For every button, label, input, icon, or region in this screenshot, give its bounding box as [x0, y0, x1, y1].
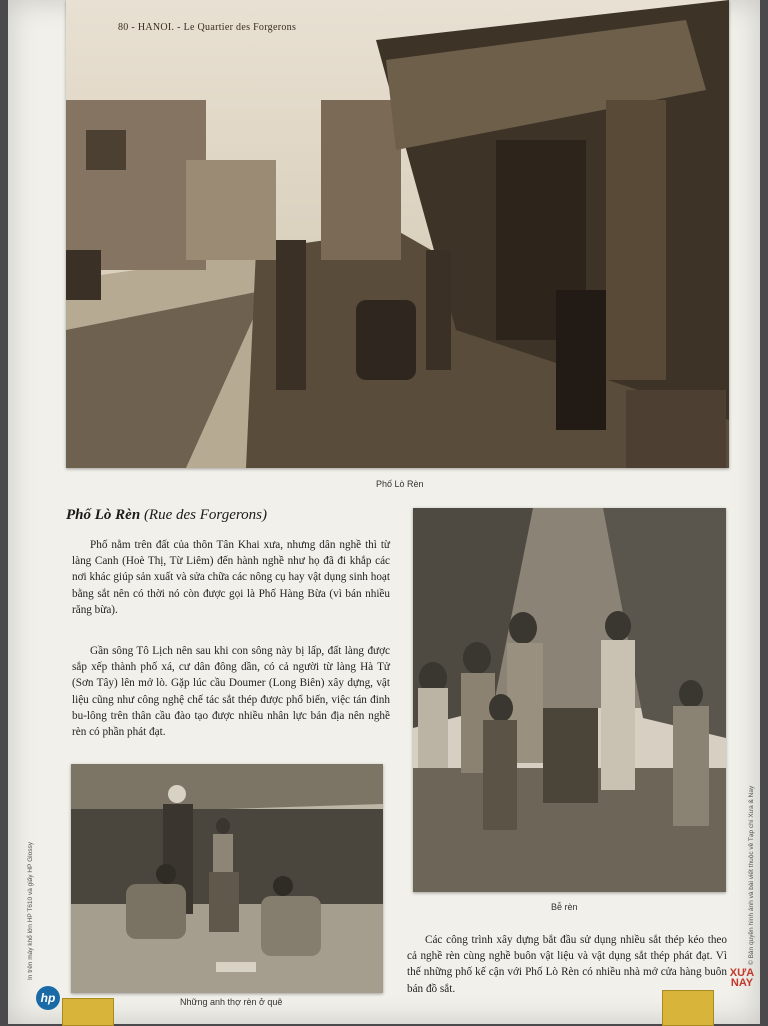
top-photo [66, 0, 729, 468]
street-scene-image [66, 0, 729, 468]
bottom-photo [71, 764, 383, 993]
article-paragraph-2: Gần sông Tô Lịch nên sau khi con sông này bị lấp, đất làng được sắp xếp thành phố xá, cư dân đông dần, có cả người từ làng Hà Tử (Sơn Tây) lên mở lò. Gặp lúc cầu Doumer (Long Biên) xây dựng, vật liệu cũng như công nghệ chế tác sắt thép được phổ biến, việc tán đinh bu-lông trên thân cầu đào tạo được nhiều nhân lực bản địa nên nghề rèn có phần phát đạt. [72, 645, 390, 739]
right-photo [413, 508, 726, 892]
bottom-clip-left [62, 998, 114, 1026]
xuanay-logo-bottom: NAY [730, 977, 754, 989]
xuanay-logo-top: XƯA [729, 967, 755, 979]
village-blacksmiths-image [71, 764, 383, 993]
bottom-photo-caption: Những anh thợ rèn ở quê [180, 997, 283, 1007]
right-photo-caption: Bễ rèn [551, 902, 578, 912]
article-paragraph-1: Phố nằm trên đất của thôn Tân Khai xưa, nhưng dân nghề thì từ làng Canh (Hoè Thị, Từ Liêm) đến hành nghề như họ đã đi khắp các nơi khác giúp sản xuất và sửa chữa các nông cụ hay vật dụng sinh hoạt bằng sắt nên có thời nó còn được gọi là Phố Hàng Bừa (vì bán nhiều răng bừa). [72, 539, 390, 616]
top-photo-caption: Phố Lò Rèn [376, 479, 424, 489]
article-title-main: Phố Lò Rèn [66, 507, 141, 523]
hp-logo: hp [36, 986, 60, 1010]
copyright-note: © Bản quyền hình ảnh và bài viết thuộc về Tạp chí Xưa & Nay [748, 785, 755, 965]
article-title [66, 507, 267, 524]
xuanay-logo [727, 968, 757, 1002]
article-title-sub: (Rue des Forgerons) [143, 507, 267, 523]
photo-printed-caption: 80 - HANOI. - Le Quartier des Forgerons [118, 22, 297, 33]
article-paragraph-3: Các công trình xây dựng bắt đầu sử dụng nhiều sắt thép kéo theo cả nghề rèn cùng nghề buôn vật liệu và vật dụng sắt thép phát đạt. Vì thế những phố kế cận với Phố Lò Rèn có nhiều nhà mở cửa hàng buôn bán đồ sắt. [407, 934, 727, 995]
bellows-image [413, 508, 726, 892]
printing-note: In trên máy khổ lớn HP T610 và giấy HP Glossy [27, 842, 34, 980]
